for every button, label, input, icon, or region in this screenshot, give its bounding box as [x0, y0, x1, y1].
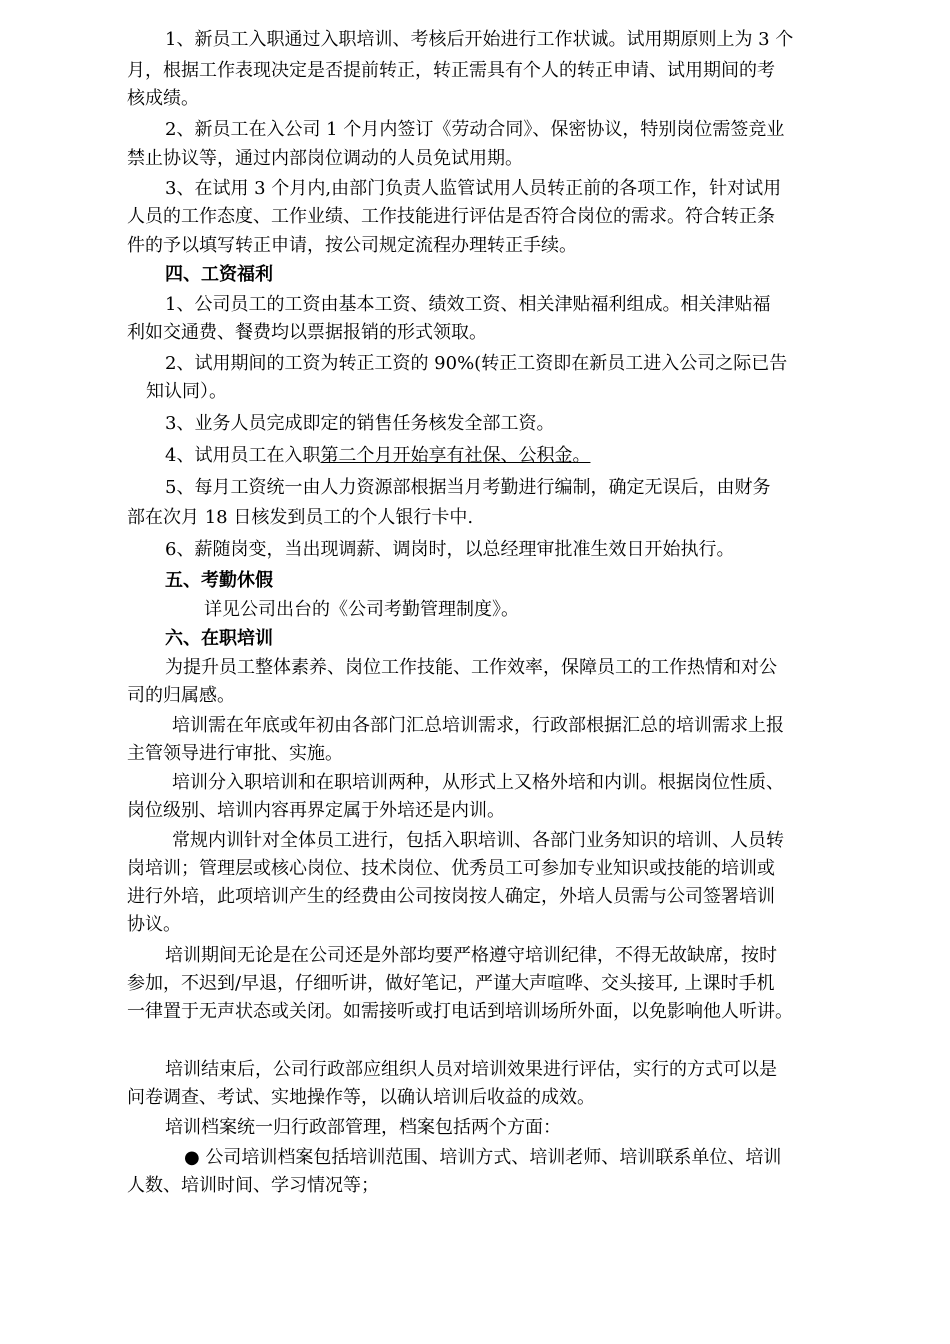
text-line: 司的归属感。 — [127, 685, 235, 706]
text-line: 2、新员工在入公司 1 个月内签订《劳动合同》、保密协议，特别岗位需签竞业 — [165, 119, 785, 140]
text-line: 参加，不迟到/早退，仔细听讲，做好笔记，严谨大声喧哗、交头接耳, 上课时手机 — [127, 973, 775, 994]
text-line: 5、每月工资统一由人力资源部根据当月考勤进行编制，确定无误后，由财务 — [165, 477, 771, 498]
underlined-text: 第二个月开始享有社保、公积金。 — [320, 445, 591, 466]
text-line: 2、试用期间的工资为转正工资的 90%(转正工资即在新员工进入公司之际已告 — [165, 353, 788, 374]
text-line: 常规内训针对全体员工进行，包括入职培训、各部门业务知识的培训、人员转 — [172, 830, 784, 851]
section-heading: 四、工资福利 — [165, 264, 273, 285]
text-line: 人员的工作态度、工作业绩、工作技能进行评估是否符合岗位的需求。符合转正条 — [127, 206, 775, 227]
bullet-item: ● 公司培训档案包括培训范围、培训方式、培训老师、培训联系单位、培训 — [184, 1147, 782, 1168]
text-line: 知认同）。 — [146, 381, 227, 402]
text-line: 培训结束后，公司行政部应组织人员对培训效果进行评估，实行的方式可以是 — [165, 1059, 777, 1080]
text-line: 主管领导进行审批、实施。 — [127, 743, 343, 764]
text-line: 件的予以填写转正申请，按公司规定流程办理转正手续。 — [127, 235, 577, 256]
text-segment: 4、试用员工在入职 — [165, 445, 321, 466]
text-line: 详见公司出台的《公司考勤管理制度》。 — [204, 599, 519, 620]
text-line: 培训需在年底或年初由各部门汇总培训需求，行政部根据汇总的培训需求上报 — [172, 715, 784, 736]
text-line: 1、公司员工的工资由基本工资、绩效工资、相关津贴福利组成。相关津贴福 — [165, 294, 771, 315]
text-line: 培训分入职培训和在职培训两种，从形式上又格外培和内训。根据岗位性质、 — [172, 772, 784, 793]
text-line: 月，根据工作表现决定是否提前转正，转正需具有个人的转正申请、试用期间的考 — [127, 60, 775, 81]
text-line: 岗培训；管理层或核心岗位、技术岗位、优秀员工可参加专业知识或技能的培训或 — [127, 858, 775, 879]
text-line: 人数、培训时间、学习情况等； — [127, 1175, 379, 1196]
text-line: 部在次月 18 日核发到员工的个人银行卡中. — [127, 507, 474, 528]
text-line — [165, 444, 590, 468]
text-line: 3、在试用 3 个月内,由部门负责人监管试用人员转正前的各项工作，针对试用 — [165, 178, 782, 199]
section-heading: 六、在职培训 — [165, 628, 273, 649]
text-line: 培训档案统一归行政部管理，档案包括两个方面： — [165, 1117, 561, 1138]
text-line: 协议。 — [127, 914, 181, 935]
text-line: 进行外培，此项培训产生的经费由公司按岗按人确定，外培人员需与公司签署培训 — [127, 886, 775, 907]
text-line: 利如交通费、餐费均以票据报销的形式领取。 — [127, 322, 487, 343]
text-line: 培训期间无论是在公司还是外部均要严格遵守培训纪律，不得无故缺席，按时 — [165, 945, 777, 966]
text-line: 禁止协议等，通过内部岗位调动的人员免试用期。 — [127, 148, 523, 169]
text-line: 3、业务人员完成即定的销售任务核发全部工资。 — [165, 413, 555, 434]
text-line: 为提升员工整体素养、岗位工作技能、工作效率，保障员工的工作热情和对公 — [165, 657, 777, 678]
text-line: 岗位级别、培训内容再界定属于外培还是内训。 — [127, 800, 505, 821]
text-line: 6、薪随岗变，当出现调薪、调岗时，以总经理审批准生效日开始执行。 — [165, 539, 735, 560]
text-line: 1、新员工入职通过入职培训、考核后开始进行工作状诚。试用期原则上为 3 个 — [165, 29, 794, 50]
text-line: 问卷调查、考试、实地操作等，以确认培训后收益的成效。 — [127, 1087, 595, 1108]
section-heading: 五、考勤休假 — [165, 570, 273, 591]
text-line: 核成绩。 — [127, 88, 199, 109]
text-line: 一律置于无声状态或关闭。如需接听或打电话到培训场所外面，以免影响他人听讲。 — [127, 1001, 793, 1022]
